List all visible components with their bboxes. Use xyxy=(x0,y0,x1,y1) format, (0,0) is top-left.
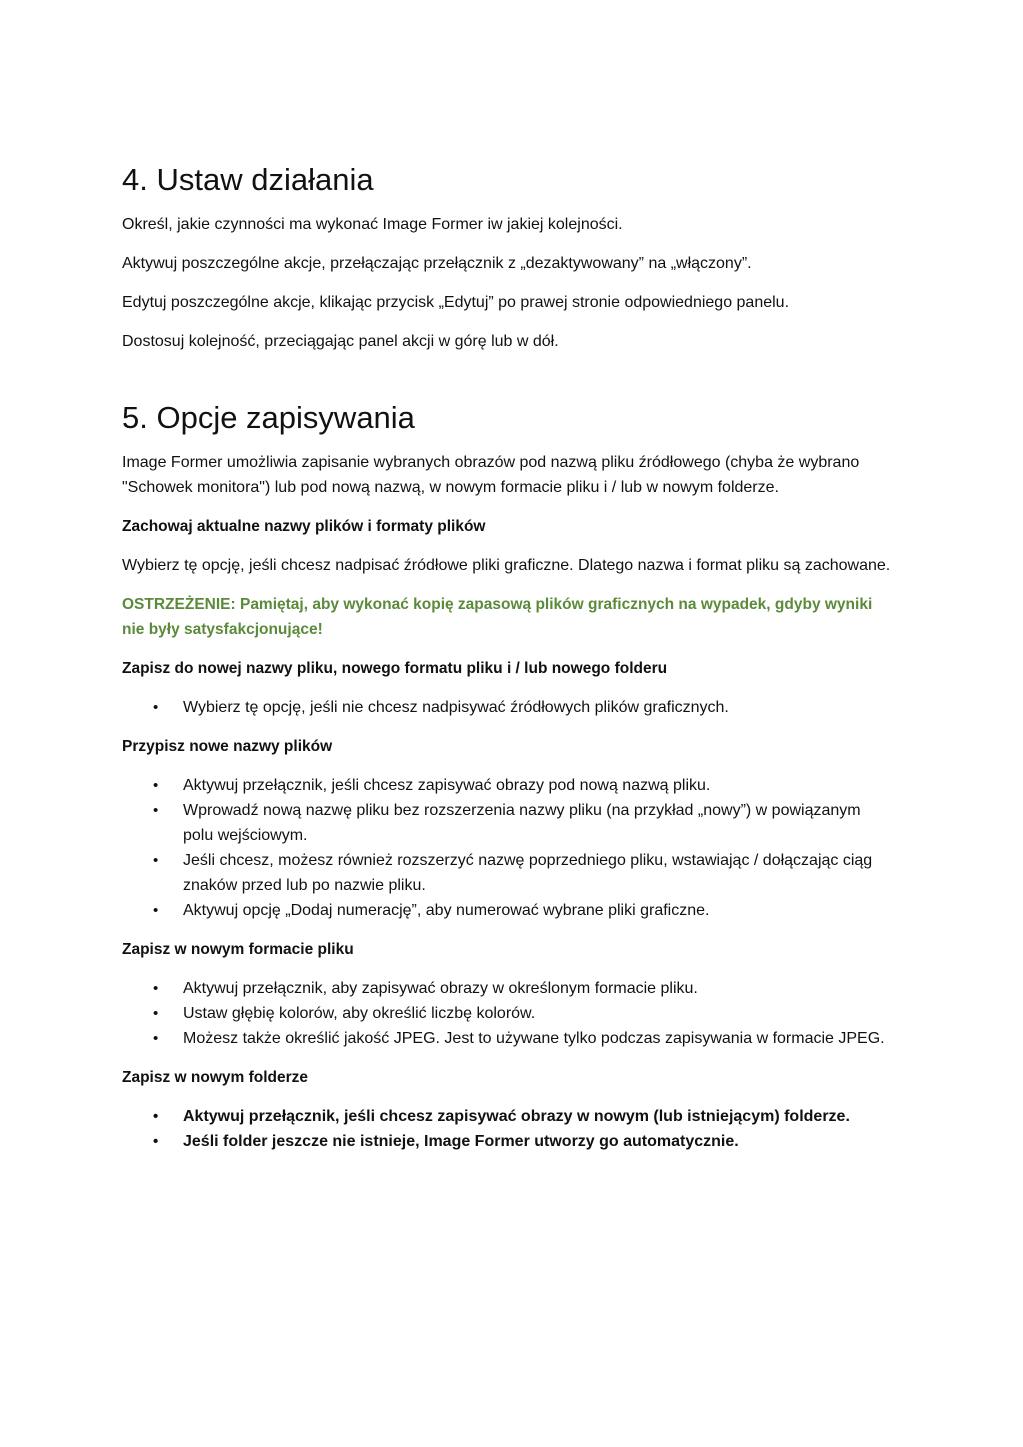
bullet-icon: • xyxy=(153,1005,159,1022)
list-item-text: Aktywuj przełącznik, jeśli chcesz zapisywać obrazy w nowym (lub istniejącym) folderze. xyxy=(183,1108,850,1125)
list-item-text: Wybierz tę opcję, jeśli nie chcesz nadpisywać źródłowych plików graficznych. xyxy=(183,699,729,716)
rename-list xyxy=(122,773,892,923)
list-item-text: Jeśli chcesz, możesz również rozszerzyć nazwę poprzedniego pliku, wstawiając / dołączając ciąg znaków przed lub po nazwie pliku. xyxy=(183,852,873,894)
section-4-heading: 4. Ustaw działania xyxy=(122,162,374,197)
section-4-paragraph: Aktywuj poszczególne akcje, przełączając przełącznik z „dezaktywowany” na „włączony”. xyxy=(122,255,752,272)
list-item xyxy=(153,1129,892,1154)
backup-warning: OSTRZEŻENIE: Pamiętaj, aby wykonać kopię zapasową plików graficznych na wypadek, gdyby wyniki nie były satysfakcjonujące! xyxy=(122,596,873,638)
bullet-icon: • xyxy=(153,802,159,819)
section-4-paragraph: Określ, jakie czynności ma wykonać Image Former iw jakiej kolejności. xyxy=(122,216,623,233)
list-item xyxy=(153,976,892,1001)
list-item-text: Możesz także określić jakość JPEG. Jest to używane tylko podczas zapisywania w formacie JPEG. xyxy=(183,1030,885,1047)
section-4-paragraph: Edytuj poszczególne akcje, klikając przycisk „Edytuj” po prawej stronie odpowiedniego panelu. xyxy=(122,294,790,311)
keep-names-text: Wybierz tę opcję, jeśli chcesz nadpisać źródłowe pliki graficzne. Dlatego nazwa i format pliku są zachowane. xyxy=(122,557,891,574)
list-item xyxy=(153,695,892,720)
folder-subheading: Zapisz w nowym folderze xyxy=(122,1069,309,1086)
section-5-heading: 5. Opcje zapisywania xyxy=(122,400,415,435)
bullet-icon: • xyxy=(153,699,159,716)
keep-names-subheading: Zachowaj aktualne nazwy plików i formaty plików xyxy=(122,518,486,535)
list-item-text: Wprowadź nową nazwę pliku bez rozszerzenia nazwy pliku (na przykład „nowy”) w powiązanym polu wejściowym. xyxy=(183,802,861,844)
list-item-text: Aktywuj przełącznik, aby zapisywać obrazy w określonym formacie pliku. xyxy=(183,980,698,997)
list-item-text: Ustaw głębię kolorów, aby określić liczbę kolorów. xyxy=(183,1005,536,1022)
rename-subheading: Przypisz nowe nazwy plików xyxy=(122,738,333,755)
section-5-intro: Image Former umożliwia zapisanie wybranych obrazów pod nazwą pliku źródłowego (chyba że wybrano "Schowek monitora") lub pod nową nazwą, w nowym formacie pliku i / lub w nowym folderze. xyxy=(122,454,860,496)
format-list xyxy=(122,976,892,1051)
folder-list xyxy=(122,1104,892,1154)
list-item xyxy=(153,848,892,898)
list-item-text: Aktywuj opcję „Dodaj numerację”, aby numerować wybrane pliki graficzne. xyxy=(183,902,710,919)
save-new-subheading: Zapisz do nowej nazwy pliku, nowego formatu pliku i / lub nowego folderu xyxy=(122,660,668,677)
list-item xyxy=(153,798,892,848)
list-item xyxy=(153,1001,892,1026)
bullet-icon: • xyxy=(153,777,159,794)
format-subheading: Zapisz w nowym formacie pliku xyxy=(122,941,354,958)
bullet-icon: • xyxy=(153,1133,159,1150)
bullet-icon: • xyxy=(153,1030,159,1047)
list-item xyxy=(153,1026,892,1051)
bullet-icon: • xyxy=(153,852,159,869)
list-item-text: Aktywuj przełącznik, jeśli chcesz zapisywać obrazy pod nową nazwą pliku. xyxy=(183,777,711,794)
list-item xyxy=(153,898,892,923)
bullet-icon: • xyxy=(153,1108,159,1125)
bullet-icon: • xyxy=(153,902,159,919)
list-item xyxy=(153,1104,892,1129)
list-item xyxy=(153,773,892,798)
bullet-icon: • xyxy=(153,980,159,997)
list-item-text: Jeśli folder jeszcze nie istnieje, Image Former utworzy go automatycznie. xyxy=(183,1133,739,1150)
section-4-paragraph: Dostosuj kolejność, przeciągając panel akcji w górę lub w dół. xyxy=(122,333,559,350)
document-page xyxy=(122,160,892,1168)
save-new-list xyxy=(122,695,892,720)
